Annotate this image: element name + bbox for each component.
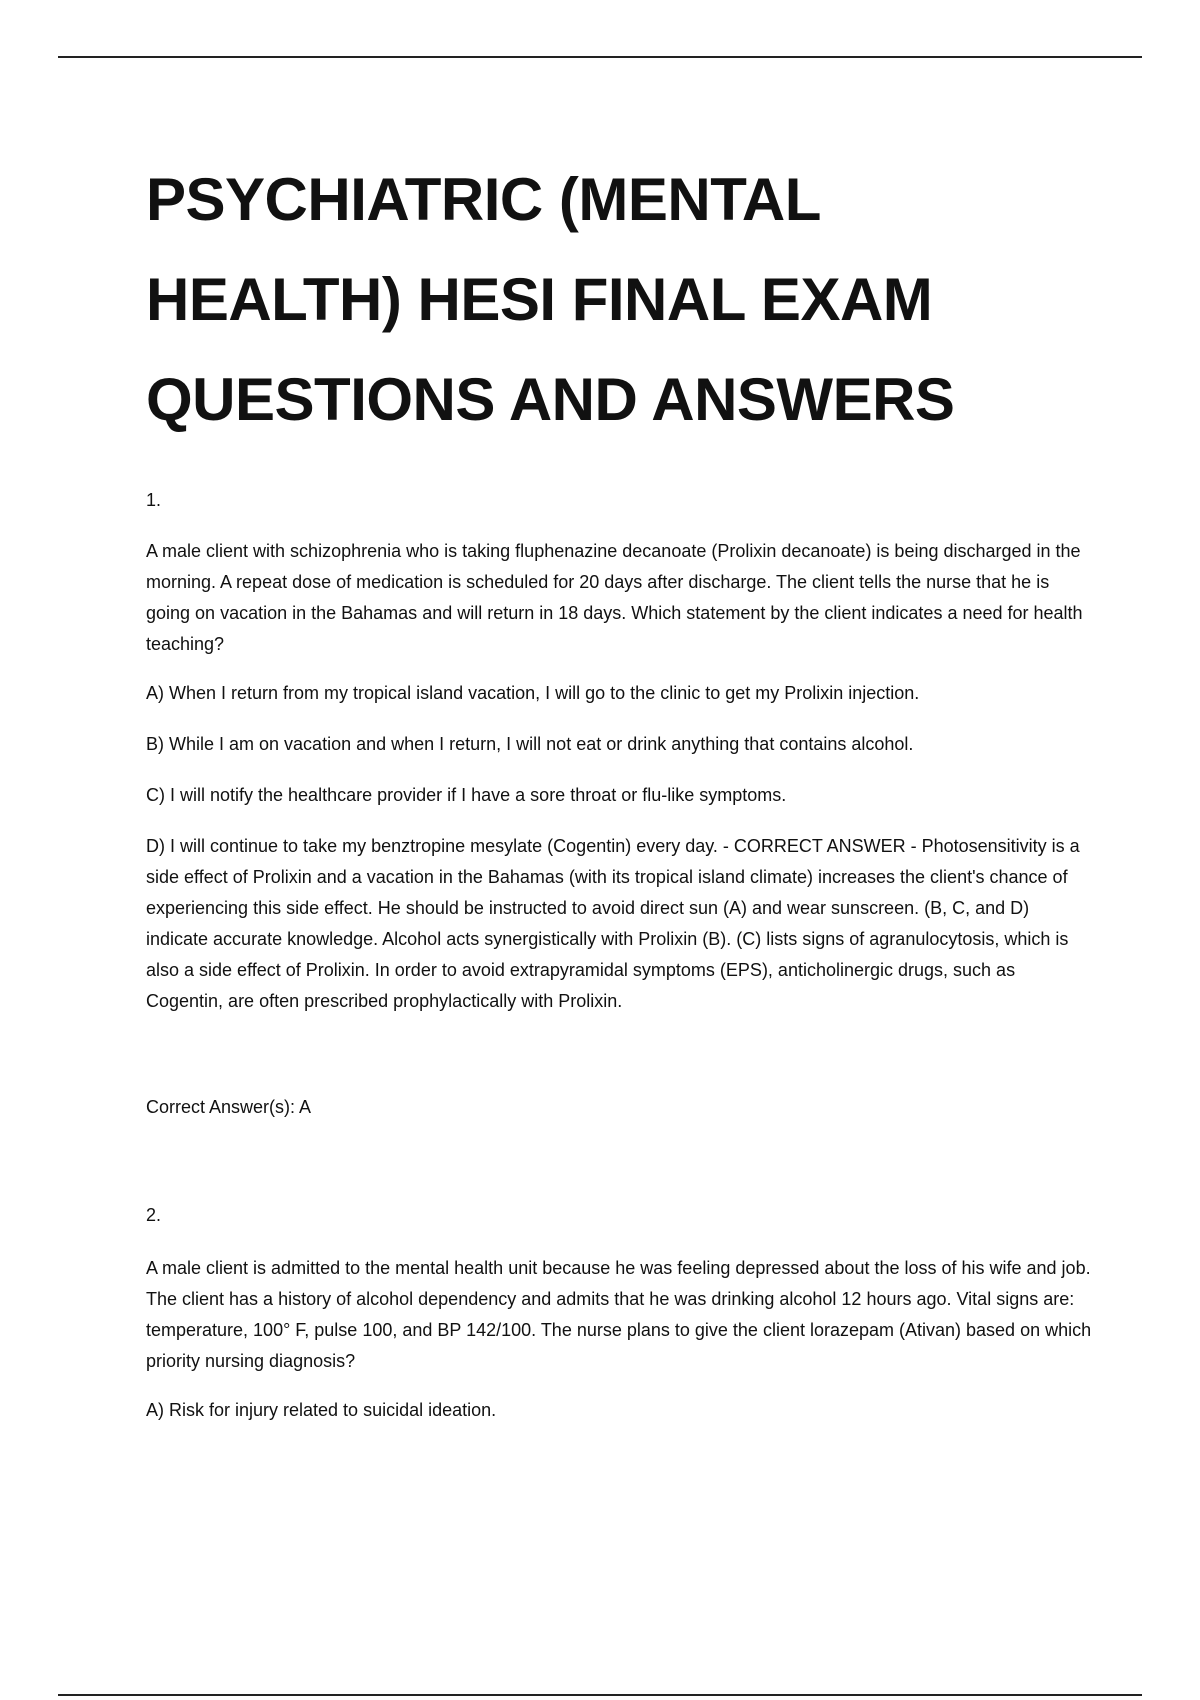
question-number: 2.: [146, 1205, 162, 1225]
top-rule: [58, 56, 1142, 58]
document-body: [146, 150, 1096, 1426]
question-1: [146, 488, 1096, 1119]
question-text: A male client is admitted to the mental health unit because he was feeling depressed about the loss of his wife and job. The client has a history of alcohol dependency and admits that he was drinking alcohol 12 hours ago. Vital signs are: temperature, 100° F, pulse 100, and BP 142/100. The nurse plans to give the client lorazepam (Ativan) based on which priority nursing diagnosis?: [146, 1258, 1092, 1371]
title-line: PSYCHIATRIC (MENTAL: [146, 166, 821, 233]
option-c: C) I will notify the healthcare provider if I have a sore throat or flu-like symptoms.: [146, 785, 787, 805]
option-d-with-rationale: D) I will continue to take my benztropine mesylate (Cogentin) every day. - CORRECT ANSWER - Photosensitivity is a side effect of Prolixin and a vacation in the Bahamas (with its tropical island climate) increases the client's chance of experiencing this side effect. He should be instructed to avoid direct sun (A) and wear sunscreen. (B, C, and D) indicate accurate knowledge. Alcohol acts synergistically with Prolixin (B). (C) lists signs of agranulocytosis, which is also a side effect of Prolixin. In order to avoid extrapyramidal symptoms (EPS), anticholinergic drugs, such as Cogentin, are often prescribed prophylactically with Prolixin.: [146, 836, 1080, 1011]
document-title: [146, 150, 1096, 450]
bottom-rule: [58, 1694, 1142, 1696]
question-text: A male client with schizophrenia who is taking fluphenazine decanoate (Prolixin decanoate) is being discharged in the morning. A repeat dose of medication is scheduled for 20 days after discharge. The client tells the nurse that he is going on vacation in the Bahamas and will return in 18 days. Which statement by the client indicates a need for health teaching?: [146, 541, 1083, 654]
title-line: HEALTH) HESI FINAL EXAM: [146, 266, 933, 333]
correct-answer: Correct Answer(s): A: [146, 1097, 312, 1117]
option-b: B) While I am on vacation and when I return, I will not eat or drink anything that contains alcohol.: [146, 734, 914, 754]
title-line: QUESTIONS AND ANSWERS: [146, 366, 955, 433]
option-a: A) When I return from my tropical island vacation, I will go to the clinic to get my Prolixin injection.: [146, 683, 920, 703]
question-2: [146, 1203, 1096, 1426]
question-number: 1.: [146, 490, 162, 510]
option-a: A) Risk for injury related to suicidal ideation.: [146, 1400, 497, 1420]
